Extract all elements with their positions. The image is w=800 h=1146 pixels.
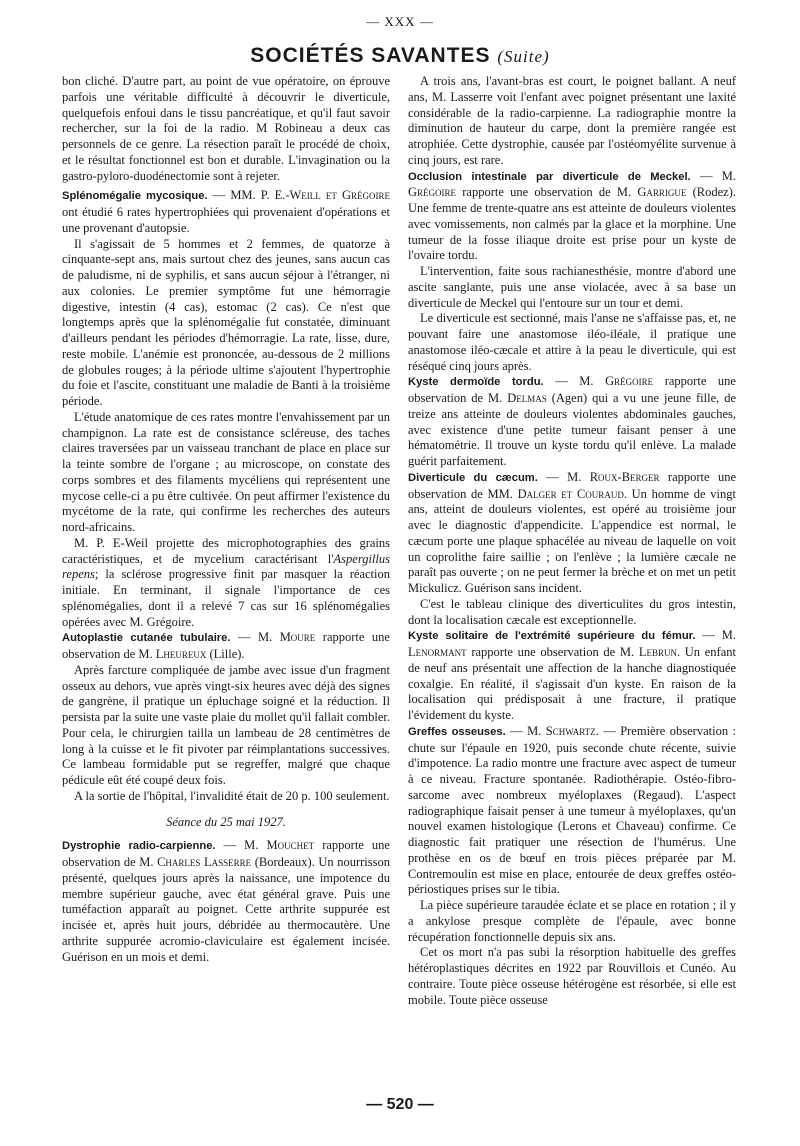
paragraph: Diverticule du cæcum. — M. Roux-Berger rapporte une observation de MM. Dalger et Couraud. Un homme de vingt ans, atteint de douleurs violentes, est opéré au troisième jour avec le diagnostic d'appendicite. L'appendice est normal, le cæcum porte une plaque sphacélée au niveau de laquelle on voit un coprolithe faire saillie ; on l'enlève ; la lumière cæcale ne paraît pas ouverte ; on ne peut fermer la brèche et on met un petit Mickulicz. Guérison sans incident. <box>408 469 736 595</box>
right-column <box>408 74 736 1008</box>
paragraph: Greffes osseuses. — M. Schwartz. — Première observation : chute sur l'épaule en 1920, puis seconde chute récente, suivie d'impotence. La radio montre une fracture avec aspect de tumeur à ce niveau. Fracture spontanée. Radiothérapie. Ostéo-fibro-sarcome avec nombreux myéloplaxes (Regaud). L'aspect radiographique faisait penser à une tumeur à myéloplaxes, qu'un nouvel examen histologique (Lerons et Chaveau) confirme. Ce diagnostic fait pratiquer une résection de l'humérus. Une prothèse en os de bœuf en trois pièces préparée par M. Contremoulin est mise en place, entourée de deux greffes ostéo-périostiques prises sur le tibia. <box>408 723 736 897</box>
paragraph: A la sortie de l'hôpital, l'invalidité était de 20 p. 100 seulement. <box>74 788 390 803</box>
author-name: Roux-Berger <box>589 469 660 484</box>
header-ornament: — XXX — <box>366 14 434 29</box>
author-name: Moure <box>279 630 316 645</box>
author-name: Grégoire <box>605 374 654 389</box>
session-date: Séance du 25 mai 1927. <box>166 814 286 829</box>
section-heading: Splénomégalie mycosique. <box>62 190 208 203</box>
author-name: Mouchet <box>266 838 315 853</box>
paragraph: Kyste solitaire de l'extrémité supérieure du fémur. — M. Lenormant rapporte une observation de M. Lebrun. Un enfant de neuf ans présentait une affection de la hanche diagnostiquée coxalgie. En réalité, il s'agissait d'un kyste. En raison de la localisation qui prédisposait à une fracture, il pratique l'évidement du kyste. <box>408 628 736 722</box>
section-heading: Diverticule du cæcum. <box>408 471 538 484</box>
paragraph: A trois ans, l'avant-bras est court, le poignet ballant. A neuf ans, M. Lasserre voit l'enfant avec poignet présentant une laxité considérable de la radio-carpienne. La radiographie montre la diminution de hauteur du carpe, dont la première rangée est atrophiée. Cette dystrophie, causée par l'ostéomyélite survenue à cinq jours, est rare. <box>408 74 736 167</box>
page-number: — 520 — <box>366 1096 434 1113</box>
author-name: Lebrun <box>638 645 677 659</box>
author-name: Delmas <box>507 391 547 405</box>
author-name: Grégoire <box>408 185 457 200</box>
author-name: Charles Lasserre <box>157 855 252 869</box>
paragraph: Occlusion intestinale par diverticule de Meckel. — M. Grégoire rapporte une observation de M. Garrigue (Rodez). Une femme de trente-quatre ans est atteinte de douleurs violentes avec vomissements, non calmés par la glace et la morphine. Une tumeur de la fosse iliaque droite est prise pour un kyste de l'ovaire tordu. <box>408 168 736 263</box>
species-name: Aspergillus repens <box>62 551 390 582</box>
section-heading: Autoplastie cutanée tubulaire. <box>62 632 231 645</box>
title-suite: (Suite) <box>497 47 550 66</box>
paragraph: L'étude anatomique de ces rates montre l'envahissement par un champignon. La rate est de consistance scléreuse, des taches claires traversées par un vaisseau tranchant de place en place sur la teinte sombre de l'organe ; au microscope, on constate des corps sombres et des filaments mycéliens qui représentent une mycose celle-ci a pu être cultivée. On peut affirmer l'existence du mycétome de la rate, qui confirme les recherches des auteurs nord-africains. <box>62 409 390 534</box>
paragraph: Le diverticule est sectionné, mais l'anse ne s'affaisse pas, et, ne pouvant faire une anastomose iléo-iléale, il pratique une anastomose iléo-cæcale et attire à la peau le diverticule, qui est réséqué cinq jours après. <box>408 311 736 373</box>
author-name: Lenormant <box>408 645 467 659</box>
section-heading: Occlusion intestinale par diverticule de Meckel. <box>408 170 691 183</box>
author-name: Schwartz <box>545 723 596 738</box>
paragraph: C'est le tableau clinique des diverticulites du gros intestin, dont la localisation cæcale est exceptionnelle. <box>408 596 736 627</box>
title-text: SOCIÉTÉS SAVANTES <box>250 44 491 67</box>
section-heading: Dystrophie radio-carpienne. <box>62 840 216 853</box>
paragraph: L'intervention, faite sous rachianesthésie, montre d'abord une ascite sanglante, puis une anse violacée, avec à sa base un diverticule de Meckel qui l'entoure sur un tour et demi. <box>408 264 736 310</box>
paragraph: Dystrophie radio-carpienne. — M. Mouchet rapporte une observation de M. Charles Lasserre (Bordeaux). Un nourrisson présenté, quelques jours après la naissance, une impotence du membre supérieur gauche, avec état général grave. Puis une tuméfaction apparaît au poignet. Cette arthrite suppurée est incisée et, après huit jours, débridée au thermocautère. Une arthrite suppurée acromio-claviculaire est également incisée. Guérison en un mois et demi. <box>62 838 390 964</box>
paragraph: Kyste dermoïde tordu. — M. Grégoire rapporte une observation de M. Delmas (Agen) qui a vu une jeune fille, de treize ans atteinte de douleurs violentes abdominales gauches, avec existence d'une petite tumeur faisant penser à une hématométrie. Il trouve un kyste tordu qu'il enlève. La malade guérit parfaitement. <box>408 374 737 468</box>
author-name: P. E.-Weill et Grégoire <box>260 188 391 203</box>
author-name: Garrigue <box>637 185 687 200</box>
paragraph: bon cliché. D'autre part, au point de vue opératoire, on éprouve parfois une véritable difficulté à découvrir le diverticule, quelquefois enfoui dans le tissu pancréatique, et qu'il faut savoir rechercher, sur la foi de la radio. M Robineau a deux cas personnels de ce genre. La résection paraît le procédé de choix, et le résultat fonctionnel est bon et durable. L'invagination ou la gastro-pyloro-duodénectomie sont à rejeter. <box>62 74 390 183</box>
paragraph: Il s'agissait de 5 hommes et 2 femmes, de quatorze à cinquante-sept ans, mais surtout chez des jeunes, sans aucun cas de paludisme, ni de syphilis, et sans aucun séjour à l'étranger, ni aux colonies. Le premier symptôme fut une hémorragie digestive, intestin (4 cas), estomac (2 cas). Ce n'est que longtemps après que la splénomégalie fut constatée, diminuant d'ailleurs pendant les périodes d'hémorragie. La rate, lisse, dure, reste mobile. L'anémie est prononcée, au-dessous de 2 millions de globules rouges; à la période ultime s'ajoutent l'hypertrophie du foie et l'ascite, constituant une maladie de Banti à la troisième période. <box>62 236 390 408</box>
section-heading: Kyste solitaire de l'extrémité supérieure du fémur. <box>408 630 696 643</box>
paragraph: Splénomégalie mycosique. — MM. P. E.-Weill et Grégoire ont étudié 6 rates hypertrophiées qui provenaient d'opérations et une provenant d'autopsie. <box>62 188 391 235</box>
paragraph: La pièce supérieure taraudée éclate et se place en rotation ; il y a ankylose presque complète de l'épaule, avec bonne récupération fonctionnelle depuis six ans. <box>408 898 736 944</box>
section-heading: Kyste dermoïde tordu. <box>408 376 544 389</box>
author-name: Lheureux <box>155 647 207 661</box>
left-column <box>62 74 390 965</box>
author-name: Dalger et Couraud <box>517 486 624 501</box>
paragraph: Autoplastie cutanée tubulaire. — M. Moure rapporte une observation de M. Lheureux (Lille). <box>62 630 390 661</box>
paragraph: Cet os mort n'a pas subi la résorption habituelle des greffes hétéroplastiques décrites en 1922 par Rouvillois et Cunéo. Au contraire. Toute pièce osseuse hétérogène est résorbée, si elle est mobile. Toute pièce osseuse <box>408 945 736 1007</box>
paragraph: Après farcture compliquée de jambe avec issue d'un fragment osseux au dehors, vue après vingt-six heures avec déjà des signes de gangrène, il pratique un épluchage soigné et la réduction. Il persista par la suite une vaste plaie du mollet qu'il fallait combler. Pour cela, le chirurgien tailla un lambeau de 28 centimètres de long à la cuisse et le fit pivoter par réimplantations successives. Ce lambeau formidable put se regreffer, malgré que chaque pédicule eût été coupé deux fois. <box>62 662 390 787</box>
section-heading: Greffes osseuses. <box>408 725 506 738</box>
paragraph: M. P. E-Weil projette des microphotographies des grains caractéristiques, et de mycelium caractérisant l'Aspergillus repens; la sclérose progressive finit par masquer la réaction initiale. En terminant, il signale l'importance de ces splénomégalies, dont il a relevé 7 cas sur 16 splénomégalies opérées avec M. Grégoire. <box>62 535 390 629</box>
page-title <box>0 44 800 68</box>
